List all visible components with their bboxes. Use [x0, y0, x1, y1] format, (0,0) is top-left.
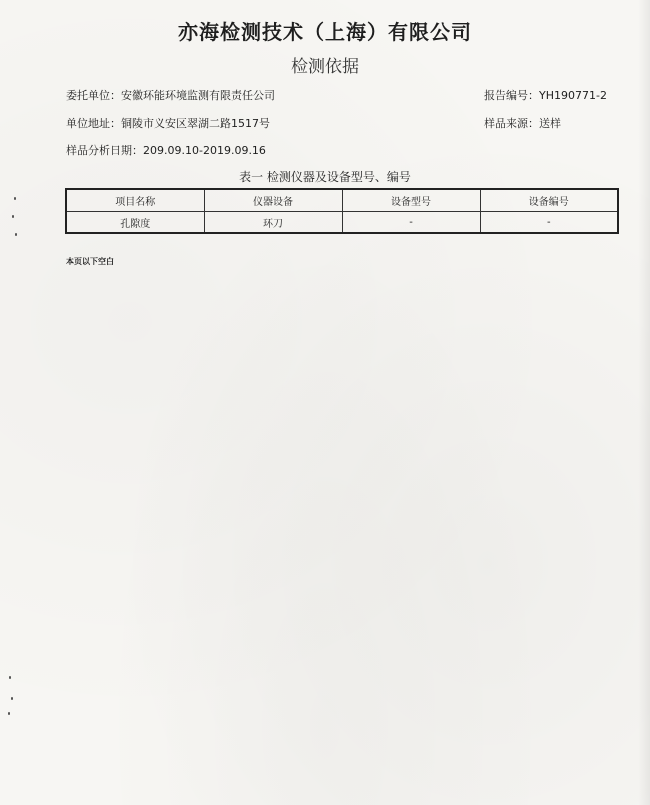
- sample-source-value: 送样: [539, 117, 561, 130]
- equipment-table: [65, 188, 619, 234]
- header-model: 设备型号: [342, 189, 480, 212]
- sample-source-label: 样品来源：: [484, 117, 539, 130]
- cell-model: -: [342, 212, 480, 234]
- cell-item-name: 孔隙度: [66, 212, 204, 234]
- scan-speck: [12, 215, 14, 218]
- scan-speck: [8, 712, 10, 715]
- scan-speck: [14, 197, 16, 200]
- header-instrument: 仪器设备: [204, 189, 342, 212]
- client-value: 安徽环能环境监测有限责任公司: [121, 89, 275, 102]
- page-edge-shadow: [638, 0, 650, 805]
- header-equipment-number: 设备编号: [480, 189, 618, 212]
- scan-speck: [15, 233, 17, 236]
- scan-speck: [11, 697, 13, 700]
- company-title: 亦海检测技术（上海）有限公司: [178, 20, 472, 44]
- report-number-value: YH190771-2: [539, 89, 607, 102]
- table-header-row: [66, 189, 618, 212]
- cell-instrument: 环刀: [204, 212, 342, 234]
- analysis-date-value: 209.09.10-2019.09.16: [143, 144, 266, 157]
- blank-below-note: 本页以下空白: [66, 257, 114, 266]
- report-number-label: 报告编号：: [484, 89, 539, 102]
- scan-speck: [9, 676, 11, 679]
- address-label: 单位地址：: [66, 117, 121, 130]
- table-caption: 表一 检测仪器及设备型号、编号: [239, 170, 411, 184]
- cell-equipment-number: -: [480, 212, 618, 234]
- analysis-date-field: [66, 142, 266, 158]
- client-field: [66, 87, 275, 103]
- section-title: 检测依据: [291, 57, 359, 77]
- sample-source-field: [484, 115, 561, 131]
- analysis-date-label: 样品分析日期：: [66, 144, 143, 157]
- table-row: [66, 212, 618, 234]
- client-label: 委托单位：: [66, 89, 121, 102]
- header-item-name: 项目名称: [66, 189, 204, 212]
- address-value: 铜陵市义安区翠湖二路1517号: [121, 117, 270, 130]
- report-number-field: [484, 87, 607, 103]
- address-field: [66, 115, 270, 131]
